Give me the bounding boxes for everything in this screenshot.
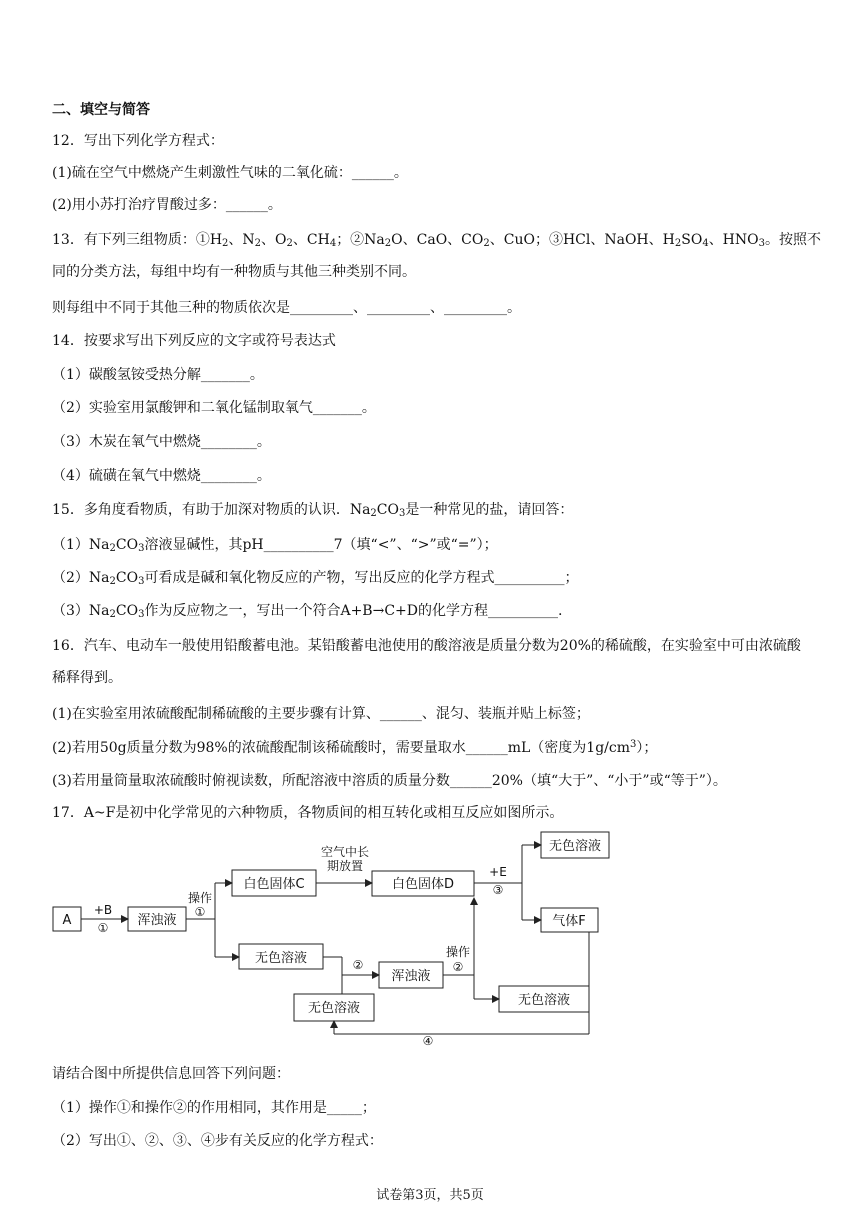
q17-part1: （1）操作①和操作②的作用相同，其作用是_____； xyxy=(52,1100,376,1116)
arrow-label-operation-1: 操作 xyxy=(187,891,213,905)
label-turbid-1: 浑浊液 xyxy=(137,913,177,928)
q15-stem: 15．多角度看物质，有助于加深对物质的认识．$Na_2CO_3$是一种常见的盐，请回答： xyxy=(52,502,574,519)
page-footer: 试卷第3页，共5页 xyxy=(376,1188,484,1203)
reaction-flow-diagram xyxy=(40,826,620,1058)
label-colorless-mid: 无色溶液 xyxy=(254,951,308,966)
arrow-label-step-3: ③ xyxy=(492,883,504,897)
label-gas-f: 气体F xyxy=(552,914,586,929)
q16-part2: (2)若用50g质量分数为98%的浓硫酸配制该稀硫酸时，需要量取水______mL（密度为$1g/cm^3$）； xyxy=(52,739,658,756)
q16-part3: (3)若用量筒量取浓硫酸时俯视读数，所配溶液中溶质的质量分数______20%（填“大于”、“小于”或“等于”）。 xyxy=(52,773,727,789)
label-white-solid-c: 白色固体C xyxy=(243,877,305,892)
q12-part1: (1)硫在空气中燃烧产生刺激性气味的二氧化硫：______。 xyxy=(52,165,408,181)
arrow-label-air-1: 空气中长 xyxy=(320,845,370,859)
label-a: A xyxy=(62,913,72,928)
q13-line1: 13．有下列三组物质：$①H_2$、$N_2$、$O_2$、$CH_4$；$②Na_2O$、CaO、$CO_2$、CuO；③HCl、NaOH、$H_2SO_4$、$HNO_3$。按照不 xyxy=(52,232,821,249)
q16-stem: 16．汽车、电动车一般使用铅酸蓄电池。某铅酸蓄电池使用的酸溶液是质量分数为20%的稀硫酸，在实验室中可由浓硫酸稀释得到。 xyxy=(52,638,801,686)
q14-stem: 14．按要求写出下列反应的文字或符号表达式 xyxy=(52,333,336,349)
q13-line3: 则每组中不同于其他三种的物质依次是_________、_________、_________。 xyxy=(52,300,521,316)
arrow-label-step-2: ② xyxy=(352,958,364,972)
q14-part4: （4）硫磺在氧气中燃烧________。 xyxy=(52,468,271,484)
q17-prompt: 请结合图中所提供信息回答下列问题： xyxy=(52,1066,290,1082)
q17-part2: （2）写出①、②、③、④步有关反应的化学方程式： xyxy=(52,1133,383,1149)
q15-part2: $(2)Na_2CO_3$可看成是碱和氧化物反应的产物，写出反应的化学方程式__________； xyxy=(52,570,579,587)
section-title: 二、填空与简答 xyxy=(52,102,150,118)
label-colorless-top: 无色溶液 xyxy=(548,839,602,854)
arrow-label-plus-b: +B xyxy=(93,903,113,917)
q15-part1: $(1)Na_2CO_3$溶液显碱性，其pH__________7（填“<”、“>”或“=”）； xyxy=(52,537,498,554)
arrow-label-step-1: ① xyxy=(97,921,109,935)
q13-line2: 同的分类方法，每组中均有一种物质与其他三种类别不同。 xyxy=(52,264,416,280)
q14-part1: （1）碳酸氢铵受热分解_______。 xyxy=(52,367,264,383)
arrow-label-operation-2: 操作 xyxy=(445,945,471,959)
q15-part3: $(3)Na_2CO_3$作为反应物之一，写出一个符合A+B→C+D的化学方程__________. xyxy=(52,603,563,620)
arrow-label-plus-e: +E xyxy=(489,865,507,879)
q14-part3: （3）木炭在氧气中燃烧________。 xyxy=(52,434,271,450)
q14-part2: （2）实验室用氯酸钾和二氧化锰制取氧气_______。 xyxy=(52,400,376,416)
label-white-solid-d: 白色固体D xyxy=(391,877,455,892)
arrow-label-air-2: 期放置 xyxy=(326,859,364,873)
arrow-label-operation-2-num: ② xyxy=(452,960,464,974)
label-colorless-right: 无色溶液 xyxy=(517,993,571,1008)
q12-part2: (2)用小苏打治疗胃酸过多：______。 xyxy=(52,197,282,213)
arrow-label-operation-1-num: ① xyxy=(194,905,206,919)
q17-stem: 17．A~F是初中化学常见的六种物质，各物质间的相互转化或相互反应如图所示。 xyxy=(52,805,564,821)
q12-stem: 12．写出下列化学方程式： xyxy=(52,133,224,149)
label-turbid-2: 浑浊液 xyxy=(391,969,431,984)
q16-part1: (1)在实验室用浓硫酸配制稀硫酸的主要步骤有计算、______、混匀、装瓶并贴上标签； xyxy=(52,706,590,722)
arrow-label-step-4: ④ xyxy=(422,1034,434,1048)
label-colorless-bottom: 无色溶液 xyxy=(307,1001,361,1016)
